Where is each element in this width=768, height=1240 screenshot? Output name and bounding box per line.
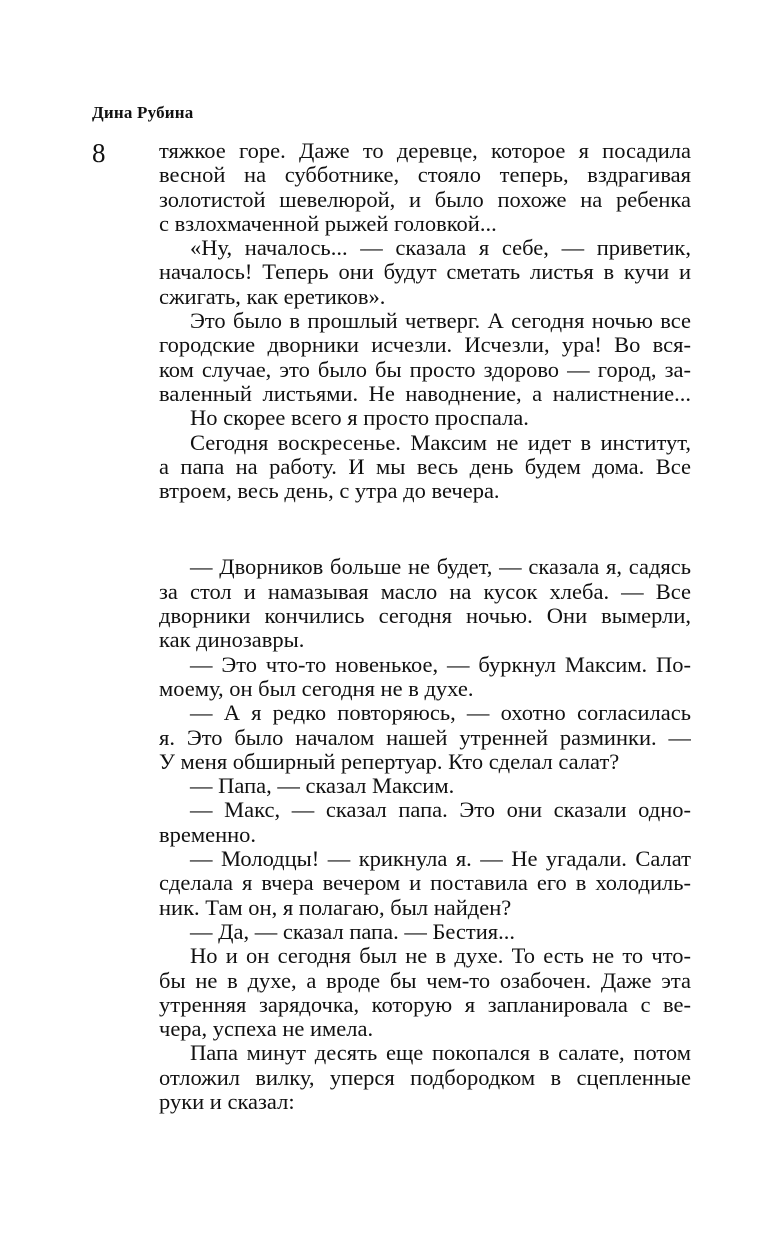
text-line: — Молодцы! — крикнула я. — Не угадали. Салат bbox=[190, 847, 691, 872]
text-line: ник. Там он, я полагаю, был найден? bbox=[159, 895, 512, 920]
text-line: с взлохмаченной рыжей головкой... bbox=[159, 211, 497, 236]
text-line: Папа минут десять еще покопался в салате, потом bbox=[190, 1041, 691, 1066]
text-line: — Папа, — сказал Максим. bbox=[190, 774, 455, 799]
text-line: золотистой шевелюрой, и было похоже на ребенка bbox=[159, 187, 691, 212]
text-line: дворники кончились сегодня ночью. Они вымерли, bbox=[159, 604, 691, 629]
text-line: — Да, — сказал папа. — Бестия... bbox=[190, 919, 516, 944]
section-break bbox=[159, 503, 691, 555]
text-line: — Дворников больше не будет, — сказала я, садясь bbox=[190, 555, 691, 580]
text-line: чера, успеха не имела. bbox=[159, 1017, 374, 1042]
text-line: бы не в духе, а вроде бы чем-то озабочен. Даже эта bbox=[159, 968, 691, 993]
text-line: как динозавры. bbox=[159, 628, 305, 653]
text-line: Сегодня воскресенье. Максим не идет в институт, bbox=[190, 430, 691, 455]
text-line: Это было в прошлый четверг. А сегодня ночью все bbox=[190, 309, 691, 334]
text-line: Но и он сегодня был не в духе. То есть не то что- bbox=[190, 944, 691, 969]
text-line: городские дворники исчезли. Исчезли, ура! Во вся- bbox=[159, 333, 691, 358]
text-line: я. Это было началом нашей утренней разминки. — bbox=[159, 725, 691, 750]
text-line: а папа на работу. И мы весь день будем дома. Все bbox=[159, 454, 691, 479]
text-line: — Макс, — сказал папа. Это они сказали одно- bbox=[190, 798, 691, 823]
body-text bbox=[159, 139, 691, 1114]
page-number: 8 bbox=[92, 138, 106, 168]
text-line: У меня обширный репертуар. Кто сделал салат? bbox=[159, 749, 620, 774]
text-line: утренняя зарядочка, которую я запланировала с ве- bbox=[159, 992, 691, 1017]
text-line: сжигать, как еретиков». bbox=[159, 284, 386, 309]
text-line: Но скорее всего я просто проспала. bbox=[190, 406, 529, 431]
text-line: моему, он был сегодня не в духе. bbox=[159, 676, 474, 701]
text-line: «Ну, началось... — сказала я себе, — приветик, bbox=[190, 236, 691, 261]
text-line: руки и сказал: bbox=[159, 1089, 295, 1114]
text-line: сделала я вчера вечером и поставила его в холодиль- bbox=[159, 871, 691, 896]
text-line: ком случае, это было бы просто здорово — город, за- bbox=[159, 357, 691, 382]
text-line: весной на субботнике, стояло теперь, вздрагивая bbox=[159, 163, 691, 188]
text-line: за стол и намазывая масло на кусок хлеба. — Все bbox=[159, 579, 691, 604]
running-head-author: Дина Рубина bbox=[92, 103, 194, 122]
text-line: — А я редко повторяюсь, — охотно согласилась bbox=[190, 701, 691, 726]
text-line: временно. bbox=[159, 822, 257, 847]
text-line: — Это что-то новенькое, — буркнул Максим. По- bbox=[190, 652, 691, 677]
text-line: тяжкое горе. Даже то деревце, которое я посадила bbox=[159, 139, 691, 163]
text-line: втроем, весь день, с утра до вечера. bbox=[159, 479, 500, 504]
text-line: валенный листьями. Не наводнение, а налистнение... bbox=[159, 381, 691, 406]
text-line: отложил вилку, уперся подбородком в сцепленные bbox=[159, 1065, 691, 1090]
text-line: началось! Теперь они будут сметать листья в кучи и bbox=[159, 260, 691, 285]
